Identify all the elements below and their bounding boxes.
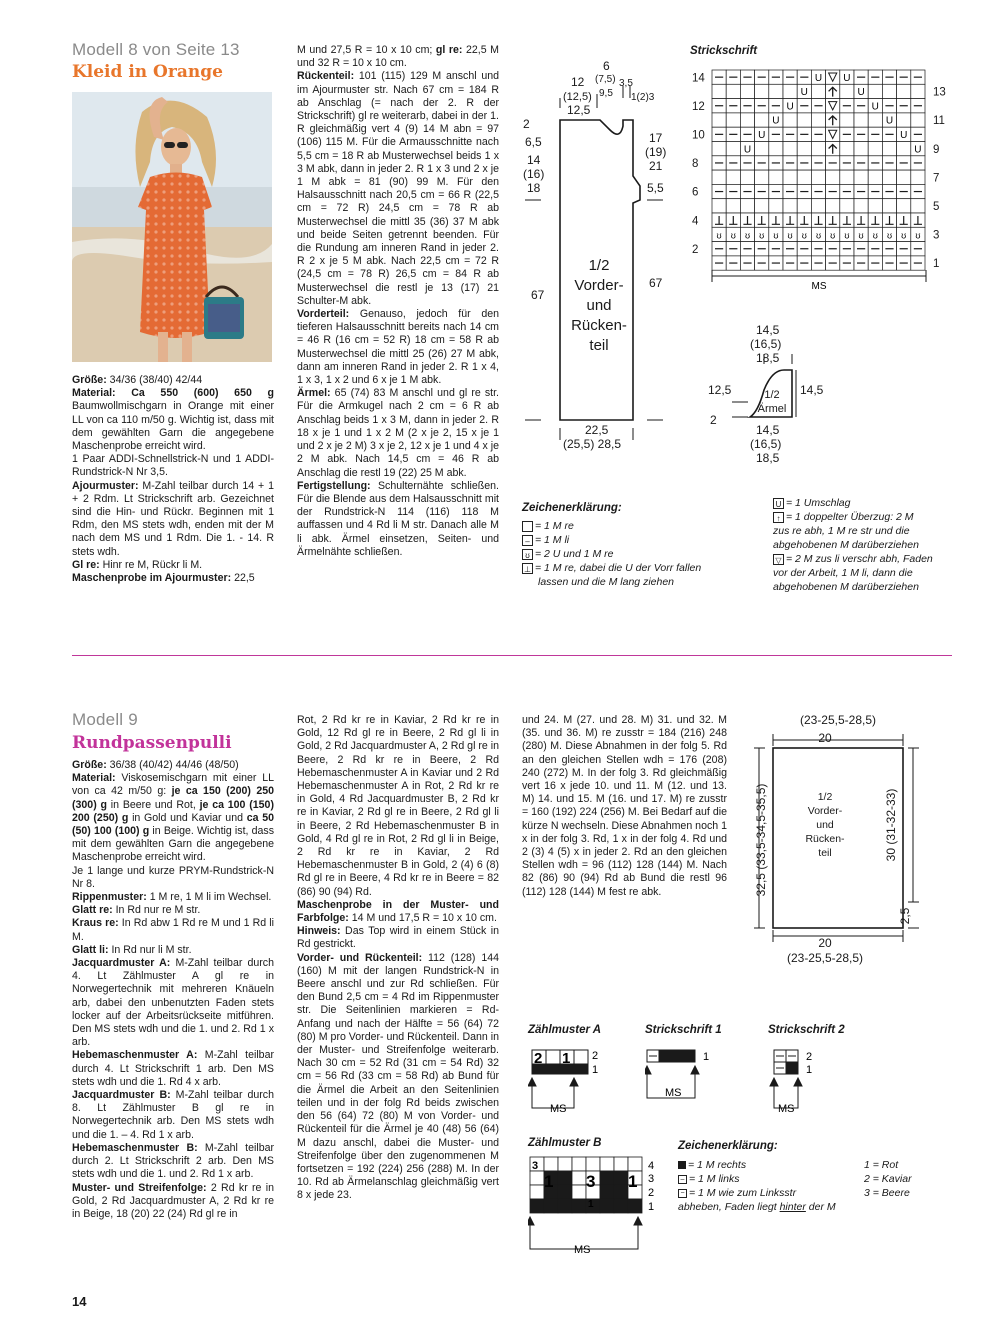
chart-row-left-12: 12 [692, 100, 705, 113]
svg-text:ʊ: ʊ [886, 230, 893, 241]
dim-t35: 3,5 [619, 78, 633, 89]
dim-r19: (19) [645, 145, 667, 159]
strickschrift-1-title: Strickschrift 1 [645, 1024, 722, 1036]
legend9-c3: 3 = Beere [864, 1187, 910, 1199]
legend-title: Zeichenerklärung: [522, 502, 622, 514]
svg-text:ʊ: ʊ [730, 230, 736, 241]
yarn-over-icon: U [773, 498, 784, 509]
text-col3: und 24. M (27. und 28. M) 31. und 32. M (35. und 36. M) re zusstr = 184 (216) 248 (280) M. Diese Abnahmen in der folg 5. Rd an den gleichen Stellen wdh = 176 (208) 240 (272) M. In der folg 3. Rd gleichmäßig vert 16 x jede 10. und 11. M (12. und 13. M) 14. und 15. M (16. und 17. M) re zusstr = 160 (192) 224 (256) M. Bei Bedarf auf die kürze N wechseln. Diese Abnahmen noch 1 x in der folg 3. Rd, 1 x in der folg 4. Rd und 2 (3) 4 (5) x in jeder 2. Rd an den gleichen Stellen wdh = 96 (112) 128 (144) M. Nach 82 (86) 90 (94) Rd ab Bund die restl 96 (112) 128 (144) M fest re abk. [522, 714, 727, 898]
svg-text:U: U [800, 87, 808, 99]
label-hinweis: Hinweis: [297, 925, 341, 938]
chart-row-right-1: 1 [933, 258, 940, 271]
model9-col1 [72, 759, 274, 1221]
schema9-top2: 20 [818, 731, 832, 745]
za-row-2: 2 [592, 1050, 599, 1062]
legend9-l3b-u: hinter [779, 1201, 806, 1213]
sleeve-dim-b185: 18,5 [756, 451, 780, 465]
schema9-left: 32,5 (33,5-34,5-35,5) [754, 783, 768, 897]
legend9-c2: 2 = Kaviar [864, 1173, 912, 1185]
legend-r3a: = 2 M zus li verschr abh, Faden [786, 553, 933, 565]
legend9-l1: = 1 M rechts [688, 1159, 747, 1171]
dim-r21: 21 [649, 159, 663, 173]
model9-title: Rundpassenpulli [72, 733, 232, 753]
label-ajourmuster: Ajourmuster: [72, 479, 139, 492]
label-maschenprobe-9: Maschenprobe in der Muster- und Farbfolge: [297, 898, 499, 925]
zb-ms: MS [574, 1244, 591, 1256]
photo-woman-orange-dress [72, 92, 272, 362]
zb-mark-3b: 3 [586, 1172, 596, 1191]
zb-row-1: 1 [648, 1201, 655, 1213]
svg-text:ʊ: ʊ [830, 230, 836, 241]
knit-right-icon [522, 521, 533, 532]
text-aermel: 65 (74) 83 M anschl und gl re str. Für die Armkugel nach 2 cm = 6 R ab Anschlag beids 1 x 3 M, dann in jeder 2. R 18 x je 1 und 1 x 2 M (2 x je 2, 15 x je 1 und 2 x je 2 M) 3 x je 2, 12 x je 1 und 4 x je 2 M abk. Nach 14,5 cm = 46 R ab Anschlag die restl 19 (22) 25 M abk. [297, 387, 499, 479]
label-groesse-9: Größe: [72, 759, 107, 771]
label-vorder-rueckenteil: Vorder- und Rückenteil: [297, 951, 423, 964]
dim-r55: 5,5 [647, 181, 664, 195]
schema9-right2: 2,5 [898, 907, 912, 925]
label-vorderteil: Vorderteil: [297, 308, 350, 321]
dim-t95: 9,5 [599, 88, 613, 99]
knit-right-filled-icon [678, 1161, 686, 1169]
text-material-9g: in Beige. Wichtig ist, dass mit dem gewählten Garn die angegebene Maschenprobe erreicht wird. [72, 825, 275, 864]
svg-text:ʊ: ʊ [901, 230, 907, 241]
double-decrease-icon: ↑ [773, 512, 784, 523]
sleeve-dim-b165: (16,5) [750, 437, 782, 451]
label-fertigstellung: Fertigstellung: [297, 479, 371, 492]
za-mark-2: 2 [534, 1050, 543, 1067]
text-kraus-re: In Rd abw 1 Rd re M und 1 Rd li M. [72, 917, 275, 943]
model9-col3 [522, 714, 727, 899]
text-streifenfolge: 2 Rd kr re in Gold, 2 Rd Jacquardmuster A, 2 Rd kr re in Beige, 18 (20) 22 (24) Rd gl re in [72, 1181, 274, 1220]
strickschrift-chart [690, 62, 950, 294]
za-mark-1: 1 [562, 1050, 571, 1067]
chart-row-right-7: 7 [933, 172, 940, 185]
chart-row-right-9: 9 [933, 143, 940, 156]
legend-l4b: lassen und die M lang ziehen [538, 576, 675, 588]
svg-text:ʊ: ʊ [773, 230, 779, 241]
zb-row-3: 3 [648, 1173, 655, 1185]
drop-yarn-over-icon: ⊥ [522, 563, 533, 574]
chart-row-left-2: 2 [692, 243, 699, 256]
label-hebemaschen-a: Hebemaschenmuster A: [72, 1049, 198, 1062]
svg-text:U: U [772, 115, 780, 127]
text-glatt-li: In Rd nur li M str. [108, 943, 192, 956]
svg-text:U: U [786, 101, 794, 113]
schema9-label-3: und [816, 819, 834, 831]
dim-r17: 17 [649, 131, 663, 145]
dim-t12: 12 [571, 75, 585, 89]
strickschrift-grid [712, 70, 925, 270]
legend-r3c: abgehobenen M darüberziehen [773, 581, 919, 593]
schema9-label-1: 1/2 [817, 791, 833, 803]
double-yarn-over-icon: ʊ [522, 549, 533, 560]
model8-col1 [72, 374, 274, 585]
dim-b255: (25,5) 28,5 [563, 437, 622, 451]
dim-t6: 6 [603, 59, 610, 73]
dim-t125: 12,5 [567, 103, 591, 117]
svg-text:ʊ: ʊ [787, 230, 793, 241]
svg-text:ʊ: ʊ [801, 230, 807, 241]
dim-l67: 67 [531, 288, 545, 302]
text-nadeln: 1 Paar ADDI-Schnellstrick-N und 1 ADDI-Rundstrick-N Nr 3,5. [72, 453, 274, 479]
svg-text:U: U [914, 144, 922, 156]
text-material-9d: je ca 100 (150) 200 (250) g [72, 798, 274, 824]
svg-text:U: U [743, 144, 752, 156]
text-gl-re-probe: 22,5 M und 32 R = 10 x 10 cm. [297, 44, 499, 70]
text-ajourmuster: M-Zahl teilbar durch 14 + 1 + 2 Rdm. Lt Strickschrift arb. Gezeichnet sind die Hin- und Rückr. Beginnen mit 1 Rdm, den MS stets wdh, enden mit der M nach dem MS und 1 Rdm. Die 1. - 14. R stets wdh. [72, 479, 274, 558]
s2-row-1: 1 [806, 1064, 813, 1076]
schema9-top1: (23-25,5-28,5) [799, 713, 877, 727]
dim-t125p: (12,5) [563, 91, 592, 103]
sleeve-dim-r145: 14,5 [800, 383, 824, 397]
chart-ms-label: MS [811, 281, 827, 292]
schema9-bot1: 20 [818, 936, 832, 950]
zb-mark-1c: 1 [588, 1199, 594, 1210]
text-gl-re: Hinr re M, Rückr li M. [99, 558, 203, 571]
zaehlmuster-b-chart [528, 1155, 668, 1260]
text-material-9a: Viskosemischgarn mit einer LL von ca 42 m/50 g: [72, 772, 274, 798]
legend9-c1: 1 = Rot [864, 1159, 899, 1171]
legend9-title: Zeichenerklärung: [678, 1140, 778, 1152]
sleeve-dim-l125: 12,5 [708, 383, 732, 397]
s2-ms: MS [778, 1103, 795, 1115]
svg-text:U: U [758, 130, 766, 141]
knit-left-box-icon: – [678, 1175, 687, 1184]
sleeve-dim-l2: 2 [710, 413, 717, 427]
schema-label-1: 1/2 [588, 257, 610, 274]
model9-legend [678, 1140, 948, 1214]
legend9-l3b-post: der M [805, 1201, 836, 1213]
legend9-l3a: = 1 M wie zum Linksstr [689, 1187, 797, 1199]
text-vorderteil: Genauso, jedoch für den tieferen Halsausschnitt bereits nach 14 cm = 46 R (16 cm = 52 R) 18 cm = 58 R ab Musterwechsel die mittl 25 (26) 27 M abk, dann am inneren Rand in jeder 2. R 1 x 4, 1 x 3, 1 x 2 und 6 x je 1 M abk. [297, 308, 499, 387]
chart-row-left-6: 6 [692, 186, 699, 199]
model8-col2 [297, 44, 499, 559]
legend-l2: = 1 M li [535, 534, 570, 546]
text-jacquard-a: M-Zahl teilbar durch 4. Lt Zählmuster A gl re in Norwegertechnik mit mehreren Knäueln arb, dabei den unbenutzten Faden stets locker auf der Arbeitsrückseite mitführen. Den MS stets wdh und die 1. und 2. Rd 1 x arb. [72, 957, 274, 1049]
model8-label: Modell 8 von Seite 13 [72, 40, 240, 59]
slip-stitch-icon: − [678, 1189, 687, 1198]
text-fertigstellung: Schulternähte schließen. Für die Blende aus dem Halsausschnitt mit der Rundstrick-N 114 (116) 118 M auffassen und 4 Rd li M str. Danach alle M li abk. Ärmel einsetzen, Seiten- und Ärmelnähte schließen. [297, 479, 499, 558]
label-hebemaschen-b: Hebemaschenmuster B: [72, 1141, 198, 1154]
strickschrift-2-title: Strickschrift 2 [768, 1024, 845, 1036]
legend-l3: = 2 U und 1 M re [535, 548, 614, 560]
text-rippenmuster: 1 M re, 1 M li im Wechsel. [146, 891, 272, 904]
text-glatt-re: In Rd nur re M str. [112, 904, 201, 917]
s1-row-1: 1 [703, 1051, 710, 1063]
label-glatt-re: Glatt re: [72, 904, 113, 917]
dim-t75: (7,5) [595, 74, 616, 85]
svg-text:ʊ: ʊ [844, 230, 850, 241]
label-gl-re-probe: gl re: [432, 44, 463, 56]
s1-ms: MS [665, 1087, 682, 1099]
schema-label-3: und [586, 297, 612, 314]
sleeve-label-2: Ärmel [757, 403, 787, 415]
label-kraus-re: Kraus re: [72, 917, 119, 930]
label-groesse: Größe: [72, 374, 107, 386]
dim-b225: 22,5 [585, 423, 609, 437]
schema9-label-5: teil [818, 847, 832, 859]
legend9-l3b-pre: abheben, Faden liegt [678, 1201, 780, 1213]
svg-text:ʊ: ʊ [716, 230, 722, 241]
za-row-1: 1 [592, 1064, 599, 1076]
zaehlmuster-a-title: Zählmuster A [528, 1024, 602, 1036]
label-rueckenteil: Rückenteil: [297, 70, 355, 83]
text-vorder-rueckenteil: 112 (128) 144 (160) M mit der langen Rundstrick-N in Beere anschl und zur Rd schließen. Für den Bund 2,5 cm = 4 Rd im Rippenmuster str. Die Seitenlinien markieren = Rd-Anfang und nach der Hälfte = 56 (64) 72 (80) M pro Vorder- und Rückenteil. Dann in der Muster- und Streifenfolge weiterarb. Nach 30 cm = 52 Rd (31 cm = 54 Rd) 32 cm = 56 Rd (33 cm = 58 Rd) ab Bund für die Ärmel die Arbeit an den Seitenlinien teilen und in der folg Rd beids zwischen den 56 (64) 72 (80) M von Vorder- und Rückenteil für die Ärmel je 40 (48) 56 (64) M dazu anschl, dabei die Muster- und Streifenfolge über den zugenommenen M fortsetzen = 192 (224) 256 (288) M. In der 10. Rd ab Ärmelanschlag gleichmäßig vert 8 x jede 23. [297, 951, 499, 1202]
svg-text:ʊ: ʊ [815, 230, 822, 241]
chart-row-left-14: 14 [692, 72, 705, 85]
legend-l4a: = 1 M re, dabei die U der Vorr fallen [535, 562, 702, 574]
knit-left-icon: – [522, 535, 533, 546]
text-material-9c: in Beere und Rot, [107, 798, 196, 811]
text-hebemaschen-b: M-Zahl teilbar durch 2. Lt Strickschrift 2 arb. Den MS stets wdh und die 1. und 2. Rd 1 x arb. [72, 1141, 275, 1181]
text-material-9b: je ca 150 (200) 250 (300) g [72, 785, 274, 811]
model9-col2 [297, 714, 499, 1203]
svg-text:ʊ: ʊ [872, 230, 878, 241]
label-material-9: Material: [72, 772, 116, 785]
dim-l18: 18 [527, 181, 541, 195]
text-material-9f: ca 50 (50) 100 (100) g [72, 811, 275, 838]
strickschrift-1-chart [645, 1042, 735, 1117]
chart-row-left-10: 10 [692, 129, 705, 142]
legend-r2c: abgehobenen M darüberziehen [773, 539, 919, 551]
label-rippenmuster: Rippenmuster: [72, 891, 147, 904]
model9-label: Modell 9 [72, 710, 138, 729]
sleeve-dim-t165: (16,5) [750, 337, 782, 351]
purl-decrease-icon: ▽ [773, 554, 784, 565]
label-jacquard-a: Jacquardmuster A: [72, 957, 171, 970]
label-glatt-li: Glatt li: [72, 943, 109, 956]
model8-legend-right [773, 496, 958, 594]
legend-l1: = 1 M re [535, 520, 574, 532]
legend-r1: = 1 Umschlag [786, 497, 851, 509]
text-folge-cont: Rot, 2 Rd kr re in Kaviar, 2 Rd kr re in Gold, 12 Rd gl re in Beere, 2 Rd gl li in Gold, 2 Rd Jacquardmuster A, 2 Rd gl re in Beere, 2 Rd kr re in Beere, 2 Rd Hebemaschenmuster A in Kaviar und 2 Rd Hebemaschenmuster A in Rot, 2 Rd kr re in Gold, 4 Rd Jacquardmuster B, 2 Rd kr re in Kaviar, 2 Rd gl re in Beere, 2 Rd gl li in Beere, 2 Rd Hebemaschenmuster B in Gold, 4 Rd gl re in Rot, 2 Rd gl li in Beige, 2 Rd kr re in Kaviar, 2 Rd Hebemaschenmuster B in Gold, 2 (4) 6 (8) Rd gl re in Beere, 4 Rd kr re in Beere = 82 (86) 90 (94) Rd. [297, 714, 499, 898]
sleeve-dim-t185: 18,5 [756, 351, 780, 365]
dim-t123: 1(2)3 [631, 92, 655, 103]
label-aermel: Ärmel: [297, 387, 331, 400]
label-material: Material: Ca 550 (600) 650 g [72, 387, 274, 400]
za-ms: MS [550, 1103, 567, 1115]
svg-text:U: U [885, 115, 894, 127]
text-maschenprobe: 22,5 [231, 572, 255, 585]
zb-mark-1b: 1 [628, 1172, 638, 1191]
sleeve-dim-t145: 14,5 [756, 323, 780, 337]
svg-text:ʊ: ʊ [858, 230, 864, 241]
text-hebemaschen-a: M-Zahl teilbar durch 4. Lt Strickschrift 1 arb. Den MS stets wdh und die 1. Rd 4 x arb. [72, 1049, 274, 1088]
zb-row-2: 2 [648, 1187, 655, 1199]
label-maschenprobe: Maschenprobe im Ajourmuster: [72, 572, 232, 585]
chart-row-right-11: 11 [933, 115, 945, 128]
s2-row-2: 2 [806, 1051, 813, 1063]
dim-r67: 67 [649, 276, 663, 290]
svg-text:ʊ: ʊ [759, 230, 765, 241]
model8-legend-left [522, 502, 752, 589]
chart-row-right-13: 13 [933, 86, 946, 99]
chart-row-left-4: 4 [692, 215, 699, 228]
text-jacquard-b: M-Zahl teilbar durch 8. Lt Zählmuster B gl re in Norwegertechnik arb. Den MS stets wdh und die 1. – 4. Rd 1 x arb. [72, 1089, 274, 1141]
zaehlmuster-a-chart [528, 1042, 618, 1117]
dim-l16: (16) [523, 167, 545, 181]
chart-row-right-3: 3 [933, 229, 940, 242]
schema-label-4: Rücken- [571, 317, 627, 334]
svg-text:ʊ: ʊ [744, 230, 751, 241]
text-probe-cont: M und 27,5 R = 10 x 10 cm; [297, 44, 433, 56]
strickschrift-title: Strickschrift [690, 45, 758, 57]
label-gl-re: Gl re: [72, 558, 100, 571]
text-maschenprobe-9: 14 M und 17,5 R = 10 x 10 cm. [348, 912, 497, 925]
legend-r3b: vor der Arbeit, 1 M li, dann die [773, 567, 913, 579]
svg-text:U: U [871, 101, 879, 113]
schema9-label-4: Rücken- [805, 833, 845, 845]
strickschrift-2-chart [768, 1042, 848, 1117]
legend-r2b: zus re abh, 1 M re str und die [773, 525, 910, 537]
dim-l2: 2 [523, 117, 530, 131]
text-material-9e: in Gold und Kaviar und [128, 811, 243, 824]
svg-text:U: U [814, 72, 823, 84]
text-hinweis: Das Top wird in einem Stück in Rd gestrickt. [297, 925, 499, 951]
model8-sleeve-schema [700, 322, 840, 472]
chart-row-left-8: 8 [692, 158, 699, 171]
text-rueckenteil: 101 (115) 129 M anschl und im Ajourmuster str. Nach 67 cm = 184 R ab Anschlag (= nach der 2. R der Strickschrift) gl re weiterarb, dabei in der 1. R gleichmäßig vert 4 (9) 14 M abn = 97 (106) 115 M. Für die Armausschnitte nach 5,5 cm = 18 R ab Musterwechsel beids 1 x 3 M abk, dann in jeder 2. R 1 x 3 und 2 x je 1 M abk = 81 (90) 99 M. Für den Halsausschnitt nach 20,5 cm = 66 R (22,5 cm = 72 R) 24,5 cm = 78 R ab Musterwechsel die mittl 35 (36) 37 M abk und beide Seiten getrennt beenden. Für die Rundung am inneren Rand in jeder 2. R 2 x je 5 M abk. Nach 22,5 cm = 72 R (24,5 cm = 78 R) 26,5 cm = 84 R ab Musterwechsel die restl je 13 (17) 21 Schulter-M abk. [297, 70, 499, 307]
model8-title: Kleid in Orange [72, 62, 223, 82]
zb-row-4: 4 [648, 1160, 655, 1172]
schema-label-5: teil [589, 337, 609, 354]
text-nadeln-9: Je 1 lange und kurze PRYM-Rundstrick-N Nr 8. [72, 864, 274, 890]
model8-body-schema [515, 58, 685, 458]
zaehlmuster-b-title: Zählmuster B [528, 1137, 602, 1149]
photo-illustration [72, 92, 272, 362]
legend9-l2: = 1 M links [689, 1173, 740, 1185]
zb-mark-1a: 1 [544, 1172, 554, 1191]
zb-mark-3: 3 [532, 1160, 539, 1172]
label-streifenfolge: Muster- und Streifenfolge: [72, 1181, 207, 1194]
text-material: Baumwollmischgarn in Orange mit einer LL von ca 110 m/50 g. Wichtig ist, dass mit dem gewählten Garn die angegebene Maschenprobe erreicht wird. [72, 400, 274, 453]
schema9-right: 30 (31-32-33) [884, 788, 898, 862]
section-divider [72, 655, 952, 656]
sleeve-label-1: 1/2 [764, 389, 780, 401]
schema9-label-2: Vorder- [807, 805, 843, 817]
schema9-bot2: (23-25,5-28,5) [786, 951, 864, 965]
chart-row-right-5: 5 [933, 201, 940, 213]
legend-r2a: = 1 doppelter Überzug: 2 M [786, 511, 914, 523]
text-groesse-9: 36/38 (40/42) 44/46 (48/50) [106, 759, 239, 771]
page-number: 14 [72, 1294, 87, 1309]
svg-text:U: U [843, 72, 851, 84]
model9-schema [745, 710, 935, 972]
schema-label-2: Vorder- [574, 277, 624, 294]
label-jacquard-b: Jacquardmuster B: [72, 1089, 171, 1102]
dim-l14: 14 [527, 153, 541, 167]
svg-text:ʊ: ʊ [915, 230, 921, 241]
sleeve-dim-b145: 14,5 [756, 423, 780, 437]
svg-text:U: U [900, 130, 908, 141]
text-groesse: 34/36 (38/40) 42/44 [106, 374, 203, 386]
dim-l65: 6,5 [525, 135, 542, 149]
svg-text:U: U [857, 87, 865, 99]
